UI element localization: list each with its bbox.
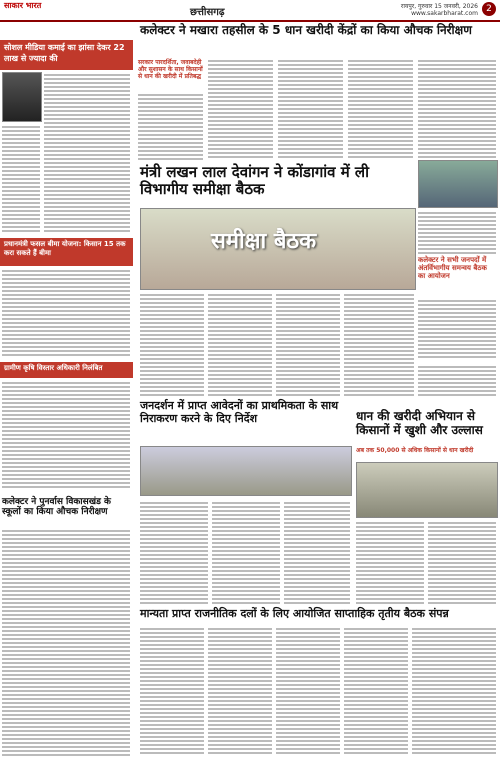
minister-headline: मंत्री लखन लाल देवांगन ने कोंडागांव में ली विभागीय समीक्षा बैठक <box>140 163 369 199</box>
news-photo-scam <box>2 72 42 122</box>
article-text <box>428 520 496 604</box>
left-headline-2: प्रधानमंत्री फसल बीमा योजना: किसान 15 तक करा सकते हैं बीमा <box>0 238 133 266</box>
left-headline-4: कलेक्टर ने पुनर्वास विकासखंड के स्कूलों का किया औचक निरीक्षण <box>2 497 111 518</box>
article-text <box>44 72 130 232</box>
news-photo-collector <box>418 160 498 208</box>
article-text <box>212 500 280 604</box>
article-text <box>284 500 350 604</box>
left-headline-1: सोशल मीडिया कमाई का झांसा देकर 22 लाख से ज्यादा की <box>0 40 133 70</box>
article-text <box>276 292 340 396</box>
article-text <box>208 292 272 396</box>
paddy-photo <box>356 462 498 518</box>
sub-headline: सरकार पारदर्शिता, जवाबदेही और सुशासन के साथ किसानों से धान की खरीदी में प्रतिबद्ध <box>138 59 203 80</box>
paddy-headline: धान की खरीदी अभियान से किसानों में खुशी और उल्लास <box>356 409 483 437</box>
article-text <box>140 626 204 756</box>
article-text <box>412 626 496 756</box>
article-text <box>418 364 496 396</box>
article-text <box>418 210 496 254</box>
site-url: www.sakarbharat.com <box>411 10 478 17</box>
masthead <box>0 0 500 22</box>
main-headline: कलेक्टर ने मखारा तहसील के 5 धान खरीदी केंद्रों का किया औचक निरीक्षण <box>140 23 472 37</box>
article-text <box>278 58 343 160</box>
article-text <box>2 268 130 358</box>
article-text <box>348 58 413 160</box>
article-text <box>344 292 414 396</box>
article-text <box>140 500 208 604</box>
paddy-subheadline: अब तक 50,000 से अधिक किसानों से धान खरीदी <box>356 447 474 454</box>
banner-label: समीक्षा बैठक <box>211 229 317 254</box>
article-text <box>356 520 424 604</box>
page-number: 2 <box>482 2 496 16</box>
article-text <box>140 292 204 396</box>
meeting-photo <box>140 208 416 290</box>
section-title: छत्तीसगढ़ <box>190 7 225 18</box>
right-headline: कलेक्टर ने सभी जनपदों में अंतर्विभागीय समन्वय बैठक का आयोजन <box>418 256 487 281</box>
article-text <box>418 58 496 158</box>
issue-date: रायपुर, गुरुवार 15 जनवरी, 2026 <box>400 3 478 10</box>
article-text <box>208 626 272 756</box>
article-text <box>2 528 130 756</box>
janadarshan-photo <box>140 446 352 496</box>
left-headline-3: ग्रामीण कृषि विस्तार अधिकारी निलंबित <box>0 362 133 378</box>
article-text <box>138 92 203 160</box>
party-meeting-headline: मान्यता प्राप्त राजनीतिक दलों के लिए आयोजित साप्ताहिक तृतीय बैठक संपन्न <box>140 607 449 620</box>
article-text <box>208 58 273 160</box>
article-text <box>344 626 408 756</box>
newspaper-logo: साकार भारत <box>4 1 42 10</box>
janadarshan-headline: जनदर्शन में प्राप्त आवेदनों का प्राथमिकता के साथ निराकरण करने के दिए निर्देश <box>140 399 339 425</box>
article-text <box>276 626 340 756</box>
article-text <box>2 124 40 232</box>
masthead-meta <box>401 3 478 17</box>
article-text <box>418 298 496 360</box>
article-text <box>2 380 130 490</box>
